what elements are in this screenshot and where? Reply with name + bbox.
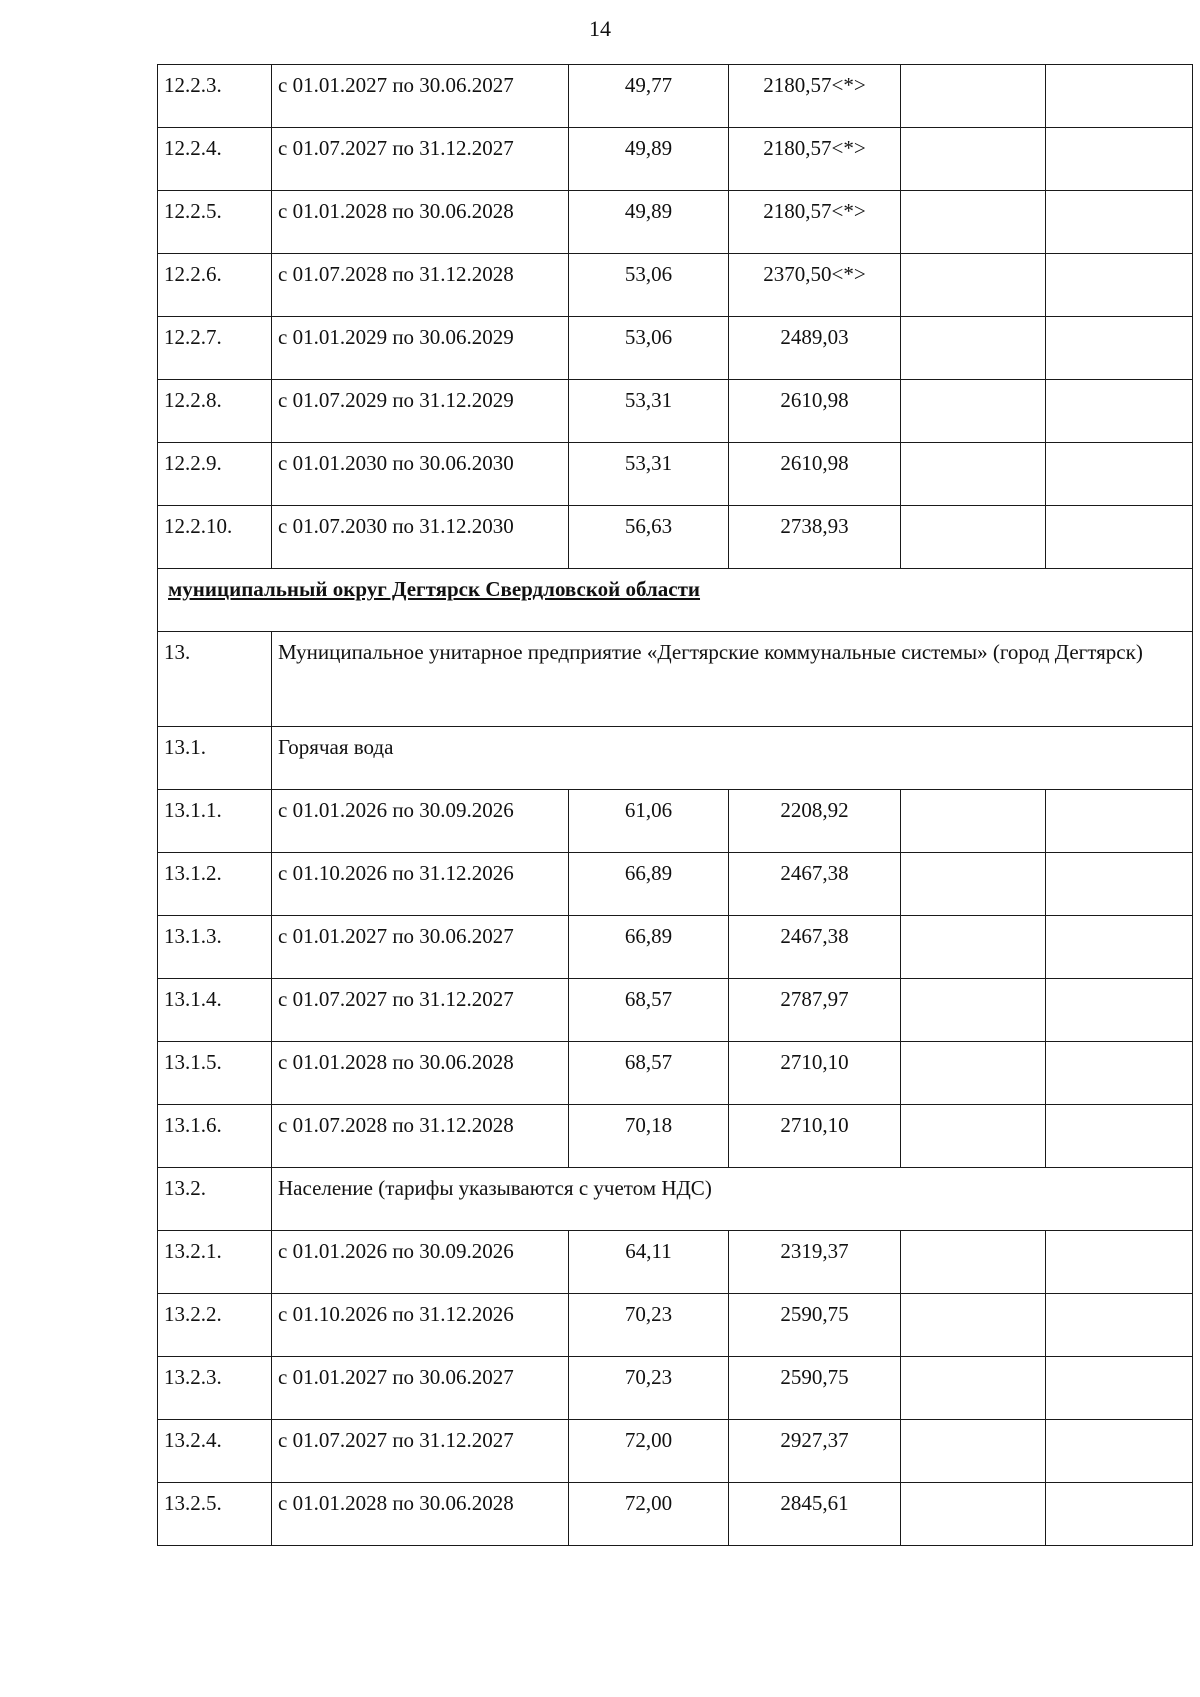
row-value-2: 2180,57<*> [729, 191, 901, 254]
row-value-4 [1046, 1105, 1193, 1168]
row-code: 12.2.4. [158, 128, 272, 191]
page-number: 14 [589, 16, 611, 41]
row-value-2: 2738,93 [729, 506, 901, 569]
row-value-4 [1046, 1294, 1193, 1357]
row-value-4 [1046, 191, 1193, 254]
row-value-3 [901, 1105, 1046, 1168]
row-code: 13.1.6. [158, 1105, 272, 1168]
row-code: 13.1.1. [158, 790, 272, 853]
row-value-2: 2710,10 [729, 1042, 901, 1105]
row-value-4 [1046, 853, 1193, 916]
row-value-4 [1046, 506, 1193, 569]
table-row [158, 65, 1193, 128]
row-code: 13.2.4. [158, 1420, 272, 1483]
section-row [158, 569, 1193, 632]
group-title: Население (тарифы указываются с учетом НДС) [272, 1168, 1193, 1231]
section-heading: муниципальный округ Дегтярск Свердловской области [168, 577, 701, 601]
row-value-3 [901, 1483, 1046, 1546]
row-period: с 01.10.2026 по 31.12.2026 [272, 1294, 569, 1357]
row-code: 13.1.3. [158, 916, 272, 979]
table-row [158, 380, 1193, 443]
tariff-table [157, 64, 1193, 1546]
row-value-3 [901, 1357, 1046, 1420]
row-code: 13.2.5. [158, 1483, 272, 1546]
row-code: 13.2.1. [158, 1231, 272, 1294]
group-title: Муниципальное унитарное предприятие «Дегтярские коммунальные системы» (город Дегтярск) [272, 632, 1193, 727]
row-period: с 01.07.2028 по 31.12.2028 [272, 254, 569, 317]
row-code: 13.2.3. [158, 1357, 272, 1420]
row-value-1: 53,06 [569, 254, 729, 317]
row-value-3 [901, 380, 1046, 443]
row-value-2: 2467,38 [729, 853, 901, 916]
table-row [158, 1420, 1193, 1483]
row-value-1: 70,18 [569, 1105, 729, 1168]
row-value-1: 72,00 [569, 1420, 729, 1483]
row-value-2: 2610,98 [729, 443, 901, 506]
row-value-2: 2710,10 [729, 1105, 901, 1168]
table-row [158, 979, 1193, 1042]
table-row [158, 191, 1193, 254]
row-value-3 [901, 916, 1046, 979]
row-period: с 01.07.2027 по 31.12.2027 [272, 128, 569, 191]
row-value-1: 66,89 [569, 916, 729, 979]
row-period: с 01.01.2027 по 30.06.2027 [272, 1357, 569, 1420]
group-row [158, 727, 1193, 790]
row-value-1: 53,31 [569, 380, 729, 443]
row-value-1: 56,63 [569, 506, 729, 569]
row-period: с 01.01.2030 по 30.06.2030 [272, 443, 569, 506]
table-row [158, 128, 1193, 191]
row-value-4 [1046, 128, 1193, 191]
row-value-1: 49,89 [569, 128, 729, 191]
row-value-4 [1046, 1483, 1193, 1546]
row-value-2: 2845,61 [729, 1483, 901, 1546]
row-value-3 [901, 1420, 1046, 1483]
table-row [158, 1483, 1193, 1546]
tariff-table-body [158, 65, 1193, 1546]
row-period: с 01.10.2026 по 31.12.2026 [272, 853, 569, 916]
row-period: с 01.01.2028 по 30.06.2028 [272, 1042, 569, 1105]
row-value-4 [1046, 65, 1193, 128]
row-value-3 [901, 443, 1046, 506]
row-period: с 01.01.2026 по 30.09.2026 [272, 1231, 569, 1294]
row-value-1: 72,00 [569, 1483, 729, 1546]
table-row [158, 1357, 1193, 1420]
row-value-2: 2489,03 [729, 317, 901, 380]
row-value-3 [901, 979, 1046, 1042]
row-value-3 [901, 191, 1046, 254]
row-value-1: 70,23 [569, 1294, 729, 1357]
table-row [158, 790, 1193, 853]
row-value-4 [1046, 1357, 1193, 1420]
row-value-1: 61,06 [569, 790, 729, 853]
group-code: 13. [158, 632, 272, 727]
row-value-2: 2208,92 [729, 790, 901, 853]
table-row [158, 1231, 1193, 1294]
row-value-2: 2927,37 [729, 1420, 901, 1483]
row-value-3 [901, 853, 1046, 916]
row-code: 12.2.3. [158, 65, 272, 128]
row-value-3 [901, 790, 1046, 853]
group-title: Горячая вода [272, 727, 1193, 790]
row-period: с 01.01.2027 по 30.06.2027 [272, 916, 569, 979]
row-code: 13.2.2. [158, 1294, 272, 1357]
row-period: с 01.07.2029 по 31.12.2029 [272, 380, 569, 443]
row-value-3 [901, 506, 1046, 569]
row-value-3 [901, 1042, 1046, 1105]
row-value-3 [901, 254, 1046, 317]
row-code: 12.2.9. [158, 443, 272, 506]
row-code: 13.1.2. [158, 853, 272, 916]
row-value-2: 2467,38 [729, 916, 901, 979]
row-value-4 [1046, 443, 1193, 506]
table-row [158, 916, 1193, 979]
row-code: 12.2.7. [158, 317, 272, 380]
group-row [158, 632, 1193, 727]
table-row [158, 1105, 1193, 1168]
row-period: с 01.07.2028 по 31.12.2028 [272, 1105, 569, 1168]
row-code: 13.1.5. [158, 1042, 272, 1105]
row-value-2: 2610,98 [729, 380, 901, 443]
row-value-1: 68,57 [569, 1042, 729, 1105]
table-row [158, 443, 1193, 506]
row-value-1: 68,57 [569, 979, 729, 1042]
table-row [158, 506, 1193, 569]
row-value-2: 2787,97 [729, 979, 901, 1042]
table-row [158, 1042, 1193, 1105]
table-row [158, 317, 1193, 380]
row-value-3 [901, 1294, 1046, 1357]
section-cell [158, 569, 1193, 632]
row-period: с 01.07.2030 по 31.12.2030 [272, 506, 569, 569]
row-value-3 [901, 317, 1046, 380]
row-value-2: 2180,57<*> [729, 128, 901, 191]
row-code: 12.2.6. [158, 254, 272, 317]
table-row [158, 853, 1193, 916]
row-value-1: 64,11 [569, 1231, 729, 1294]
row-value-4 [1046, 1231, 1193, 1294]
row-period: с 01.01.2027 по 30.06.2027 [272, 65, 569, 128]
group-code: 13.2. [158, 1168, 272, 1231]
row-period: с 01.01.2028 по 30.06.2028 [272, 1483, 569, 1546]
row-value-4 [1046, 380, 1193, 443]
row-period: с 01.01.2028 по 30.06.2028 [272, 191, 569, 254]
table-row [158, 1294, 1193, 1357]
row-value-3 [901, 1231, 1046, 1294]
row-code: 12.2.8. [158, 380, 272, 443]
group-row [158, 1168, 1193, 1231]
row-value-4 [1046, 1042, 1193, 1105]
row-value-4 [1046, 1420, 1193, 1483]
row-value-1: 49,89 [569, 191, 729, 254]
row-value-2: 2180,57<*> [729, 65, 901, 128]
row-value-4 [1046, 317, 1193, 380]
row-value-4 [1046, 916, 1193, 979]
row-value-4 [1046, 979, 1193, 1042]
row-period: с 01.01.2026 по 30.09.2026 [272, 790, 569, 853]
row-value-2: 2370,50<*> [729, 254, 901, 317]
row-value-4 [1046, 254, 1193, 317]
row-code: 12.2.10. [158, 506, 272, 569]
row-value-1: 53,06 [569, 317, 729, 380]
row-value-3 [901, 128, 1046, 191]
row-value-2: 2590,75 [729, 1357, 901, 1420]
table-row [158, 254, 1193, 317]
row-period: с 01.01.2029 по 30.06.2029 [272, 317, 569, 380]
row-period: с 01.07.2027 по 31.12.2027 [272, 1420, 569, 1483]
row-period: с 01.07.2027 по 31.12.2027 [272, 979, 569, 1042]
row-value-1: 49,77 [569, 65, 729, 128]
row-code: 13.1.4. [158, 979, 272, 1042]
group-code: 13.1. [158, 727, 272, 790]
row-value-1: 66,89 [569, 853, 729, 916]
row-value-3 [901, 65, 1046, 128]
row-value-2: 2319,37 [729, 1231, 901, 1294]
row-value-1: 53,31 [569, 443, 729, 506]
row-value-1: 70,23 [569, 1357, 729, 1420]
row-value-2: 2590,75 [729, 1294, 901, 1357]
row-value-4 [1046, 790, 1193, 853]
row-code: 12.2.5. [158, 191, 272, 254]
